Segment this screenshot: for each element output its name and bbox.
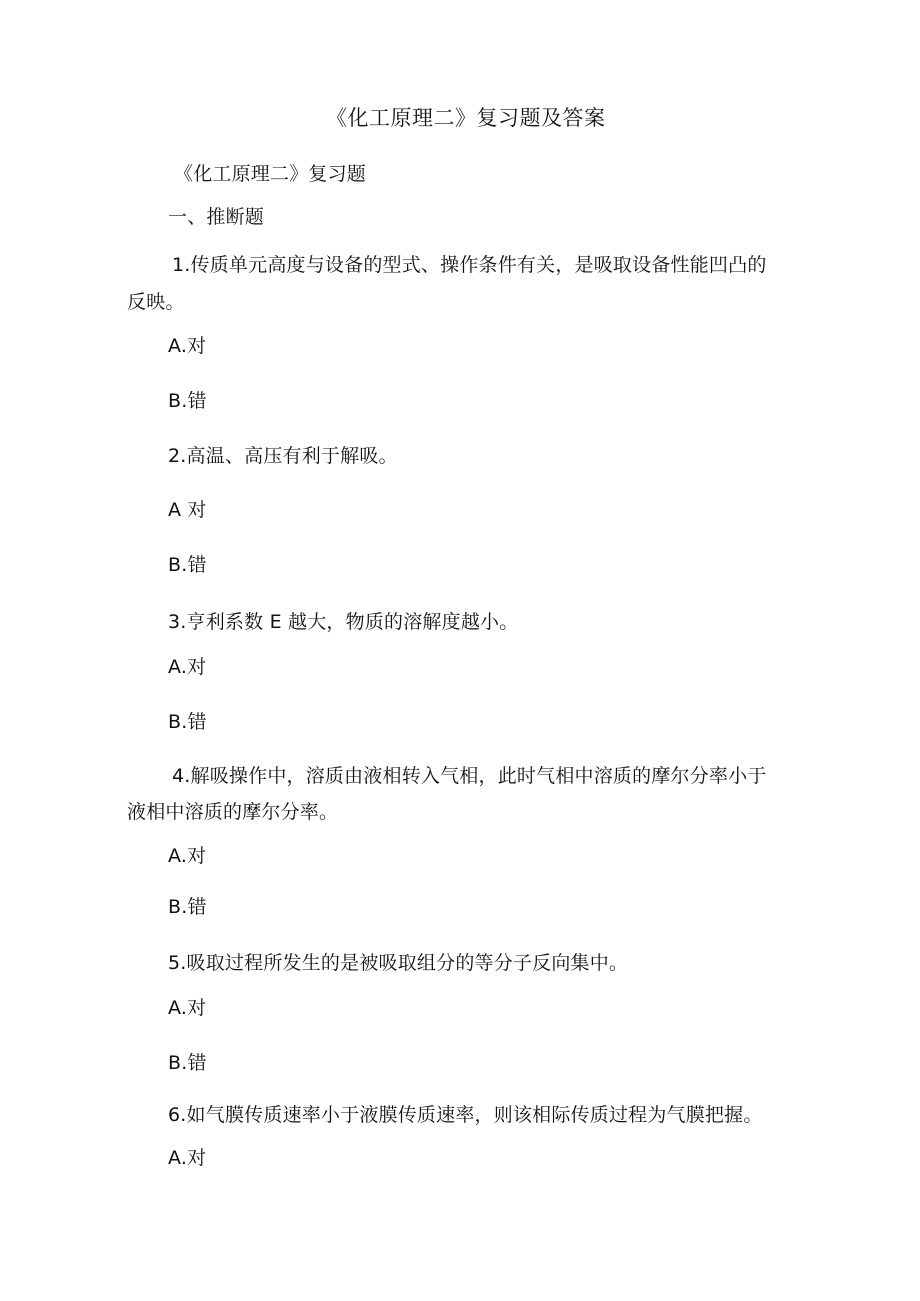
question-6-text: 6.如气膜传质速率小于液膜传质速率，则该相际传质过程为气膜把握。 — [168, 1104, 763, 1126]
question-1-text-cont: 反映。 — [127, 291, 185, 313]
document-subtitle: 《化工原理二》复习题 — [174, 163, 367, 185]
question-5-text: 5.吸取过程所发生的是被吸取组分的等分子反向集中。 — [168, 952, 629, 974]
question-2-text: 2.高温、高压有利于解吸。 — [168, 445, 398, 467]
section-heading: 一、推断题 — [168, 206, 265, 228]
question-4-option-b: B.错 — [168, 896, 207, 918]
question-5-option-b: B.错 — [168, 1052, 207, 1074]
question-3-text: 3.亨利系数 E 越大，物质的溶解度越小。 — [168, 611, 519, 633]
question-2-option-a: A 对 — [168, 499, 207, 521]
question-4-option-a: A.对 — [168, 845, 207, 867]
question-1-option-a: A.对 — [168, 335, 207, 357]
question-4-text: 4.解吸操作中，溶质由液相转入气相，此时气相中溶质的摩尔分率小于 — [172, 765, 767, 787]
question-5-option-a: A.对 — [168, 997, 207, 1019]
question-4-text-cont: 液相中溶质的摩尔分率。 — [127, 801, 339, 823]
question-1-text: 1.传质单元高度与设备的型式、操作条件有关，是吸取设备性能凹凸的 — [172, 254, 767, 276]
question-6-option-a: A.对 — [168, 1147, 207, 1169]
question-2-option-b: B.错 — [168, 554, 207, 576]
document-title: 《化工原理二》复习题及答案 — [326, 106, 606, 130]
question-1-option-b: B.错 — [168, 390, 207, 412]
question-3-option-b: B.错 — [168, 711, 207, 733]
question-3-option-a: A.对 — [168, 656, 207, 678]
